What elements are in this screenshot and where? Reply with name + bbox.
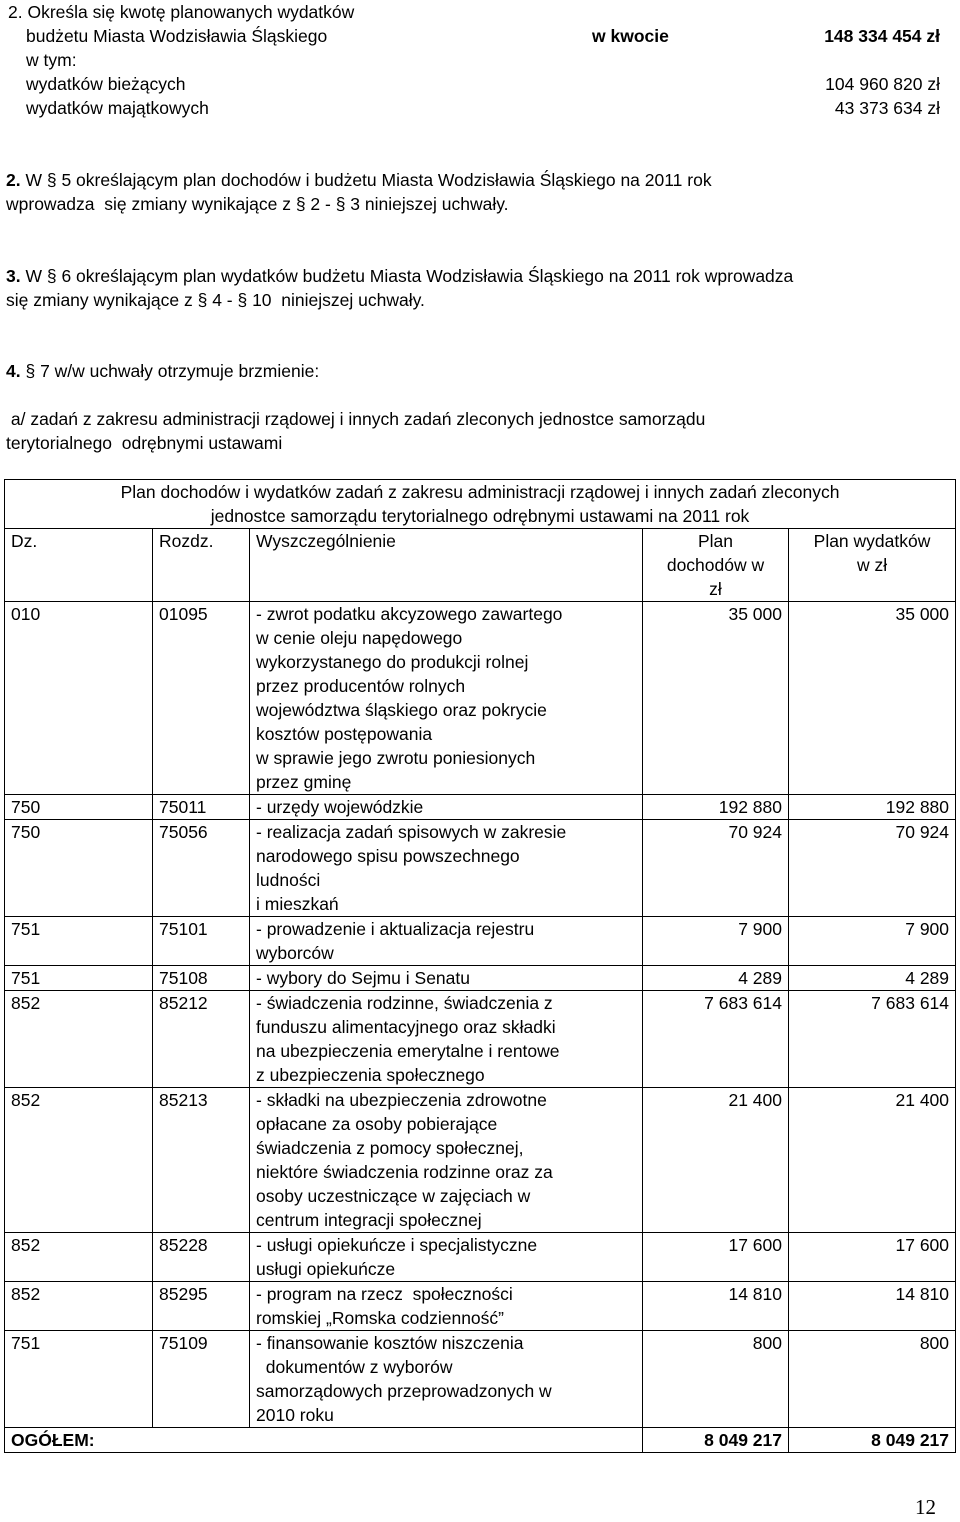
cell-description: - prowadzenie i aktualizacja rejestru wyborców (250, 917, 643, 966)
cell-rozdz: 75056 (153, 820, 250, 917)
cell-rozdz: 85213 (153, 1088, 250, 1233)
paragraph-4-line1 (6, 359, 319, 383)
total-income: 8 049 217 (643, 1428, 789, 1453)
w-tym-label: w tym: (26, 50, 77, 70)
cell-rozdz: 75108 (153, 966, 250, 991)
cell-rozdz: 75011 (153, 795, 250, 820)
item-2-line2: budżetu Miasta Wodzisławia Śląskiego (26, 26, 328, 46)
cell-description: - świadczenia rodzinne, świadczenia z funduszu alimentacyjnego oraz składki na ubezpieczenia emerytalne i rentowe z ubezpieczenia społecznego (250, 991, 643, 1088)
cell-dz: 751 (5, 1331, 153, 1428)
page-number: 12 (915, 1495, 936, 1519)
cell-dz: 751 (5, 966, 153, 991)
table-caption-row (5, 480, 956, 529)
cell-expenses: 70 924 (789, 820, 956, 917)
cell-description: - zwrot podatku akcyzowego zawartego w cenie oleju napędowego wykorzystanego do produkcji rolnej przez producentów rolnych województwa śląskiego oraz pokrycie kosztów postępowania w sprawie jego zwrotu poniesionych przez gminę (250, 602, 643, 795)
total-expenses: 8 049 217 (789, 1428, 956, 1453)
total-spacer (250, 1428, 643, 1453)
plan-table-wrapper (4, 479, 955, 1453)
table-total-row (5, 1428, 956, 1453)
paragraph-2-number: 2. (6, 170, 21, 190)
cell-income: 800 (643, 1331, 789, 1428)
cell-rozdz: 75109 (153, 1331, 250, 1428)
cell-description: - wybory do Sejmu i Senatu (250, 966, 643, 991)
cell-rozdz: 85228 (153, 1233, 250, 1282)
current-expenses-value: 104 960 820 zł (825, 74, 940, 94)
cell-description: - składki na ubezpieczenia zdrowotne opłacane za osoby pobierające świadczenia z pomocy społecznej, niektóre świadczenia rodzinne oraz za osoby uczestniczące w zajęciach w centrum integracji społecznej (250, 1088, 643, 1233)
cell-description: - program na rzecz społeczności romskiej „Romska codzienność” (250, 1282, 643, 1331)
current-expenses-label: wydatków bieżących (26, 74, 186, 94)
cell-income: 192 880 (643, 795, 789, 820)
cell-income: 17 600 (643, 1233, 789, 1282)
paragraph-3-line1 (6, 264, 793, 288)
paragraph-4-text: § 7 w/w uchwały otrzymuje brzmienie: (25, 361, 320, 381)
table-row (5, 602, 956, 795)
cell-expenses: 800 (789, 1331, 956, 1428)
cell-expenses: 7 683 614 (789, 991, 956, 1088)
table-row (5, 966, 956, 991)
paragraph-3-line2: się zmiany wynikające z § 4 - § 10 niniejszej uchwały. (6, 290, 425, 310)
paragraph-2-line2: wprowadza się zmiany wynikające z § 2 - § 3 niniejszej uchwały. (6, 194, 509, 214)
cell-description: - finansowanie kosztów niszczenia dokumentów z wyborów samorządowych przeprowadzonych w 2010 roku (250, 1331, 643, 1428)
cell-description: - urzędy wojewódzkie (250, 795, 643, 820)
cell-income: 4 289 (643, 966, 789, 991)
cell-dz: 750 (5, 795, 153, 820)
cell-dz: 852 (5, 1233, 153, 1282)
table-row (5, 1088, 956, 1233)
cell-rozdz: 01095 (153, 602, 250, 795)
cell-dz: 751 (5, 917, 153, 966)
table-row (5, 795, 956, 820)
header-planned-income: Plan dochodów w zł (643, 529, 789, 602)
w-kwocie-label: w kwocie (592, 26, 669, 46)
capital-expenses-value: 43 373 634 zł (834, 98, 940, 118)
cell-dz: 852 (5, 1282, 153, 1331)
cell-income: 35 000 (643, 602, 789, 795)
paragraph-2-text: W § 5 określającym plan dochodów i budżetu Miasta Wodzisławia Śląskiego na 2011 rok (25, 170, 712, 190)
table-caption: Plan dochodów i wydatków zadań z zakresu administracji rządowej i innych zadań zleconych jednostce samorządu terytorialnego odrębnymi ustawami na 2011 rok (5, 480, 956, 529)
cell-income: 14 810 (643, 1282, 789, 1331)
cell-rozdz: 85212 (153, 991, 250, 1088)
cell-dz: 852 (5, 1088, 153, 1233)
header-planned-expenses: Plan wydatków w zł (789, 529, 956, 602)
total-expenses-value: 148 334 454 zł (824, 26, 940, 46)
cell-expenses: 14 810 (789, 1282, 956, 1331)
item-2-line1: 2. Określa się kwotę planowanych wydatków (8, 2, 355, 22)
cell-income: 7 683 614 (643, 991, 789, 1088)
cell-income: 21 400 (643, 1088, 789, 1233)
paragraph-2-line1 (6, 168, 712, 192)
table-row (5, 1233, 956, 1282)
cell-rozdz: 75101 (153, 917, 250, 966)
cell-expenses: 17 600 (789, 1233, 956, 1282)
capital-expenses-label: wydatków majątkowych (26, 98, 209, 118)
cell-expenses: 192 880 (789, 795, 956, 820)
table-header-row (5, 529, 956, 602)
cell-income: 7 900 (643, 917, 789, 966)
header-dz: Dz. (5, 529, 153, 602)
header-rozdz: Rozdz. (153, 529, 250, 602)
header-description: Wyszczególnienie (250, 529, 643, 602)
cell-description: - realizacja zadań spisowych w zakresie narodowego spisu powszechnego ludności i mieszkań (250, 820, 643, 917)
table-row (5, 1282, 956, 1331)
cell-dz: 010 (5, 602, 153, 795)
cell-income: 70 924 (643, 820, 789, 917)
total-label: OGÓŁEM: (5, 1428, 250, 1453)
cell-dz: 852 (5, 991, 153, 1088)
cell-expenses: 7 900 (789, 917, 956, 966)
cell-expenses: 35 000 (789, 602, 956, 795)
table-row (5, 991, 956, 1088)
cell-description: - usługi opiekuńcze i specjalistyczne usługi opiekuńcze (250, 1233, 643, 1282)
paragraph-3-number: 3. (6, 266, 21, 286)
table-row (5, 1331, 956, 1428)
cell-dz: 750 (5, 820, 153, 917)
table-row (5, 820, 956, 917)
point-a-line1: a/ zadań z zakresu administracji rządowej i innych zadań zleconych jednostce samorządu (6, 409, 706, 429)
cell-expenses: 4 289 (789, 966, 956, 991)
paragraph-4-number: 4. (6, 361, 21, 381)
cell-rozdz: 85295 (153, 1282, 250, 1331)
table-row (5, 917, 956, 966)
point-a-line2: terytorialnego odrębnymi ustawami (6, 433, 283, 453)
paragraph-3-text: W § 6 określającym plan wydatków budżetu Miasta Wodzisławia Śląskiego na 2011 rok wprowadza (25, 266, 794, 286)
cell-expenses: 21 400 (789, 1088, 956, 1233)
plan-table (4, 479, 956, 1453)
